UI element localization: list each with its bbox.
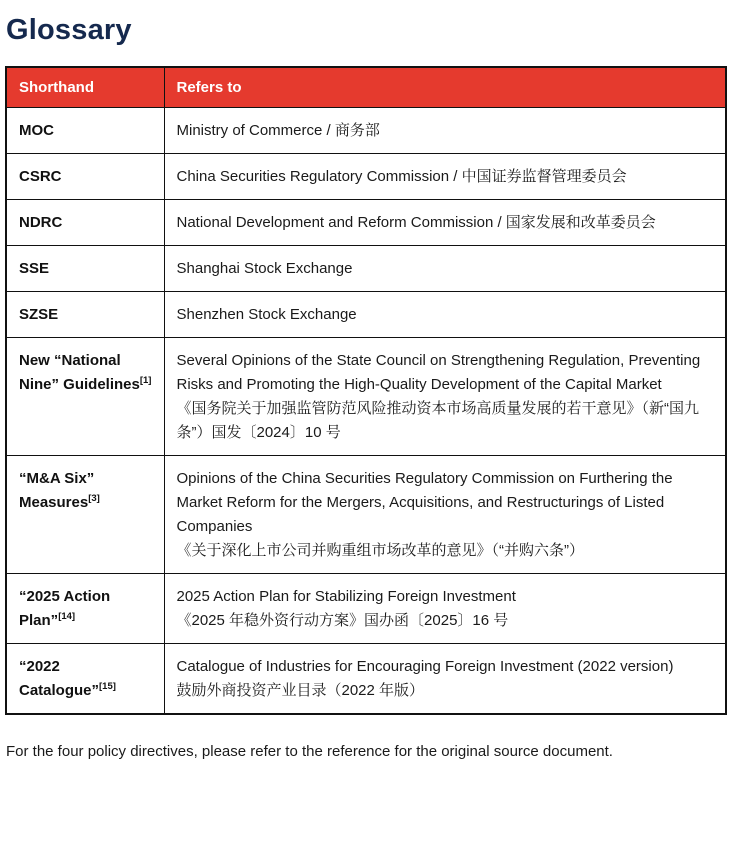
table-row — [6, 574, 726, 644]
refers-to-line: Opinions of the China Securities Regulatory Commission on Furthering the Market Reform for the Mergers, Acquisitions, and Restructurings of Listed Companies — [176, 470, 673, 535]
refers-to-cell — [164, 338, 726, 456]
shorthand-cell — [6, 200, 164, 246]
table-row — [6, 292, 726, 338]
table-row — [6, 338, 726, 456]
shorthand-label: SZSE — [19, 306, 59, 323]
column-header-refers-to: Refers to — [164, 67, 726, 108]
refers-to-line: 《关于深化上市公司并购重组市场改革的意见》（“并购六条”） — [176, 542, 584, 559]
shorthand-label: NDRC — [19, 214, 63, 231]
refers-to-line: 鼓励外商投资产业目录（2022 年版） — [176, 682, 425, 699]
refers-to-cell — [164, 574, 726, 644]
table-row — [6, 154, 726, 200]
refers-to-line: Several Opinions of the State Council on Strengthening Regulation, Preventing Risks and Promoting the High-Quality Development of the Capital Market — [176, 352, 701, 393]
shorthand-cell — [6, 574, 164, 644]
shorthand-cell — [6, 338, 164, 456]
footnote-ref: [14] — [58, 611, 76, 622]
table-row — [6, 246, 726, 292]
table-row — [6, 456, 726, 574]
refers-to-line: China Securities Regulatory Commission / 中国证券监督管理委员会 — [176, 168, 627, 185]
shorthand-label: SSE — [19, 260, 50, 277]
shorthand-label: “2025 Action Plan” — [19, 588, 111, 629]
refers-to-line: Catalogue of Industries for Encouraging Foreign Investment (2022 version) — [176, 658, 674, 675]
shorthand-cell — [6, 644, 164, 715]
table-header-row — [6, 67, 726, 108]
refers-to-line: 《2025 年稳外资行动方案》国办函〔2025〕16 号 — [176, 612, 509, 629]
footnote-ref: [15] — [99, 681, 116, 692]
refers-to-cell — [164, 246, 726, 292]
refers-to-cell — [164, 644, 726, 715]
refers-to-cell — [164, 456, 726, 574]
shorthand-cell — [6, 292, 164, 338]
footnote-text: For the four policy directives, please refer to the reference for the original source document. — [6, 743, 613, 760]
table-row — [6, 108, 726, 154]
refers-to-line: Ministry of Commerce / 商务部 — [176, 122, 380, 139]
shorthand-label: “M&A Six” Measures — [19, 470, 95, 511]
shorthand-label: “2022 Catalogue” — [19, 658, 100, 699]
shorthand-cell — [6, 108, 164, 154]
refers-to-line: National Development and Reform Commission / 国家发展和改革委员会 — [176, 214, 656, 231]
refers-to-cell — [164, 292, 726, 338]
shorthand-label: New “National Nine” Guidelines — [19, 352, 140, 393]
refers-to-cell — [164, 200, 726, 246]
shorthand-label: CSRC — [19, 168, 62, 185]
refers-to-line: 2025 Action Plan for Stabilizing Foreign Investment — [176, 588, 516, 605]
refers-to-cell — [164, 108, 726, 154]
shorthand-cell — [6, 154, 164, 200]
page-title: Glossary — [6, 14, 132, 46]
refers-to-line: 《国务院关于加强监管防范风险推动资本市场高质量发展的若干意见》（新“国九条”）国发〔2024〕10 号 — [176, 400, 699, 441]
table-row — [6, 644, 726, 715]
table-row — [6, 200, 726, 246]
footnote-ref: [1] — [139, 375, 152, 386]
refers-to-line: Shenzhen Stock Exchange — [176, 306, 357, 323]
column-header-shorthand: Shorthand — [6, 67, 164, 108]
shorthand-cell — [6, 246, 164, 292]
refers-to-line: Shanghai Stock Exchange — [176, 260, 353, 277]
glossary-table — [5, 66, 727, 715]
refers-to-cell — [164, 154, 726, 200]
shorthand-label: MOC — [19, 122, 54, 139]
shorthand-cell — [6, 456, 164, 574]
footnote-ref: [3] — [88, 493, 100, 504]
